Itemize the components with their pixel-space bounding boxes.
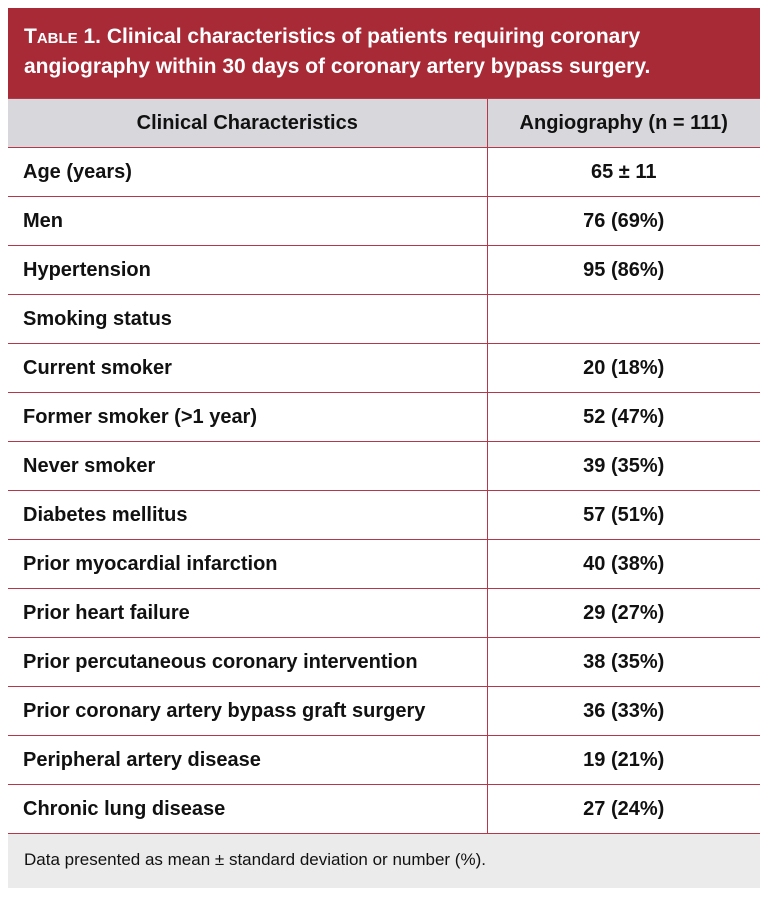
table-row: [8, 442, 760, 491]
row-value: 57 (51%): [487, 491, 760, 540]
row-value: 29 (27%): [487, 589, 760, 638]
row-value: 19 (21%): [487, 736, 760, 785]
table-title-text: Clinical characteristics of patients requiring coronary angiography within 30 days of coronary artery bypass surgery.: [24, 25, 651, 78]
row-label: Smoking status: [8, 295, 487, 344]
row-label: Former smoker (>1 year): [8, 393, 487, 442]
row-label: Men: [8, 197, 487, 246]
row-label: Current smoker: [8, 344, 487, 393]
row-value: 76 (69%): [487, 197, 760, 246]
row-value: 65 ± 11: [487, 148, 760, 197]
header-row: [8, 99, 760, 148]
row-label: Never smoker: [8, 442, 487, 491]
row-value: 95 (86%): [487, 246, 760, 295]
row-value: 27 (24%): [487, 785, 760, 834]
row-value: 20 (18%): [487, 344, 760, 393]
table-row: [8, 638, 760, 687]
row-value: 52 (47%): [487, 393, 760, 442]
row-label: Chronic lung disease: [8, 785, 487, 834]
row-value: 38 (35%): [487, 638, 760, 687]
table-row: [8, 148, 760, 197]
row-label: Prior coronary artery bypass graft surgery: [8, 687, 487, 736]
table-row: [8, 246, 760, 295]
table-footnote: Data presented as mean ± standard deviation or number (%).: [24, 850, 486, 869]
row-value: 36 (33%): [487, 687, 760, 736]
header-angiography: Angiography (n = 111): [487, 99, 760, 148]
table-row: [8, 736, 760, 785]
row-label: Hypertension: [8, 246, 487, 295]
row-value: [487, 295, 760, 344]
row-value: 40 (38%): [487, 540, 760, 589]
table-row: [8, 491, 760, 540]
table-row: [8, 344, 760, 393]
table-title: [8, 8, 760, 98]
table-card: [8, 8, 760, 888]
table-row: [8, 197, 760, 246]
table-title-lead: Table 1.: [24, 25, 102, 48]
row-value: 39 (35%): [487, 442, 760, 491]
table-row: [8, 393, 760, 442]
row-label: Diabetes mellitus: [8, 491, 487, 540]
clinical-characteristics-table: [8, 98, 760, 834]
table-row: [8, 295, 760, 344]
header-characteristics: Clinical Characteristics: [8, 99, 487, 148]
table-row: [8, 687, 760, 736]
row-label: Peripheral artery disease: [8, 736, 487, 785]
table-row: [8, 540, 760, 589]
row-label: Age (years): [8, 148, 487, 197]
table-row: [8, 785, 760, 834]
table-row: [8, 589, 760, 638]
row-label: Prior myocardial infarction: [8, 540, 487, 589]
row-label: Prior heart failure: [8, 589, 487, 638]
row-label: Prior percutaneous coronary intervention: [8, 638, 487, 687]
